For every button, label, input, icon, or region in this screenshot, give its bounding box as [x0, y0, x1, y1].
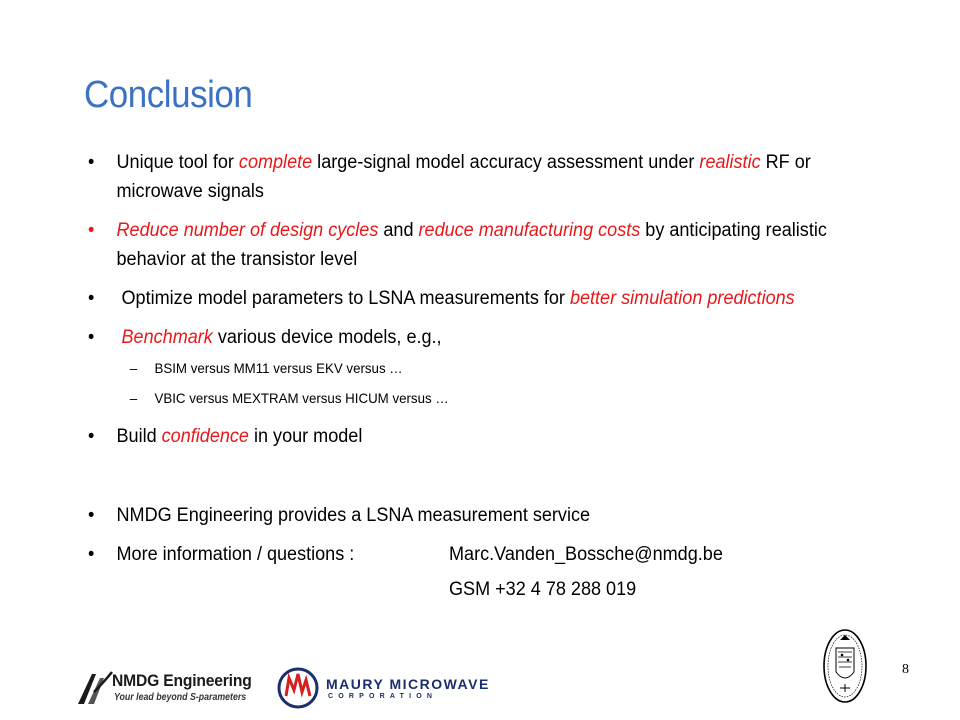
page-number: 8: [902, 662, 909, 677]
bullet-item: [88, 216, 829, 274]
slide-body: [88, 148, 829, 604]
contact-label: More information / questions :: [116, 544, 355, 565]
bullet-glyph: •: [88, 426, 95, 447]
bullet-text-benchmark: Benchmark various device models, e.g.,: [121, 327, 442, 348]
sub-bullet-text-vbic: VBIC versus MEXTRAM versus HICUM versus …: [154, 390, 449, 406]
bullet-item: [88, 284, 829, 313]
bullet-text-unique-tool: Unique tool for complete large-signal model accuracy assessment under realistic RF or microwave signals: [116, 152, 811, 202]
university-seal-icon: [820, 626, 870, 706]
bullet-item: [88, 148, 829, 206]
bullet-glyph: •: [88, 505, 95, 526]
maury-logo-subname: CORPORATION: [328, 693, 438, 700]
nmdg-logo-name: NMDG Engineering: [112, 671, 252, 690]
bullet-text-reduce-cycles: Reduce number of design cycles and reduce manufacturing costs by anticipating realistic behavior at the transistor level: [116, 220, 827, 270]
nmdg-logo: [74, 668, 264, 708]
bullet-item: [88, 501, 829, 530]
bullet-glyph: •: [88, 327, 95, 348]
spacer: [88, 461, 829, 501]
bullet-glyph: •: [88, 544, 95, 565]
slide-title: Conclusion: [84, 74, 253, 116]
bullet-item-contact: [88, 540, 829, 569]
nmdg-logo-mark-icon: [74, 668, 114, 708]
bullet-item: [88, 422, 829, 451]
maury-logo-mark-icon: [276, 666, 322, 710]
maury-logo-name: MAURY MICROWAVE: [326, 676, 490, 692]
bullet-glyph: •: [88, 152, 95, 173]
bullet-glyph: •: [88, 288, 95, 309]
contact-email-link[interactable]: Marc.Vanden_Bossche@nmdg.be: [449, 544, 723, 565]
dash-glyph: –: [129, 390, 138, 406]
contact-gsm: GSM +32 4 78 288 019: [449, 579, 637, 600]
maury-microwave-logo: [276, 666, 526, 710]
bullet-glyph: •: [88, 220, 95, 241]
bullet-text-confidence: Build confidence in your model: [116, 426, 363, 447]
bullet-item: [88, 323, 829, 352]
bullet-text-optimize: Optimize model parameters to LSNA measurements for better simulation predictions: [116, 288, 795, 309]
bullet-text-service: NMDG Engineering provides a LSNA measurement service: [116, 505, 591, 526]
sub-bullet-text-bsim: BSIM versus MM11 versus EKV versus …: [154, 360, 403, 376]
nmdg-logo-tagline: Your lead beyond S-parameters: [114, 692, 247, 703]
dash-glyph: –: [129, 360, 138, 376]
sub-bullet-item: [88, 388, 829, 408]
sub-bullet-item: [88, 358, 829, 378]
